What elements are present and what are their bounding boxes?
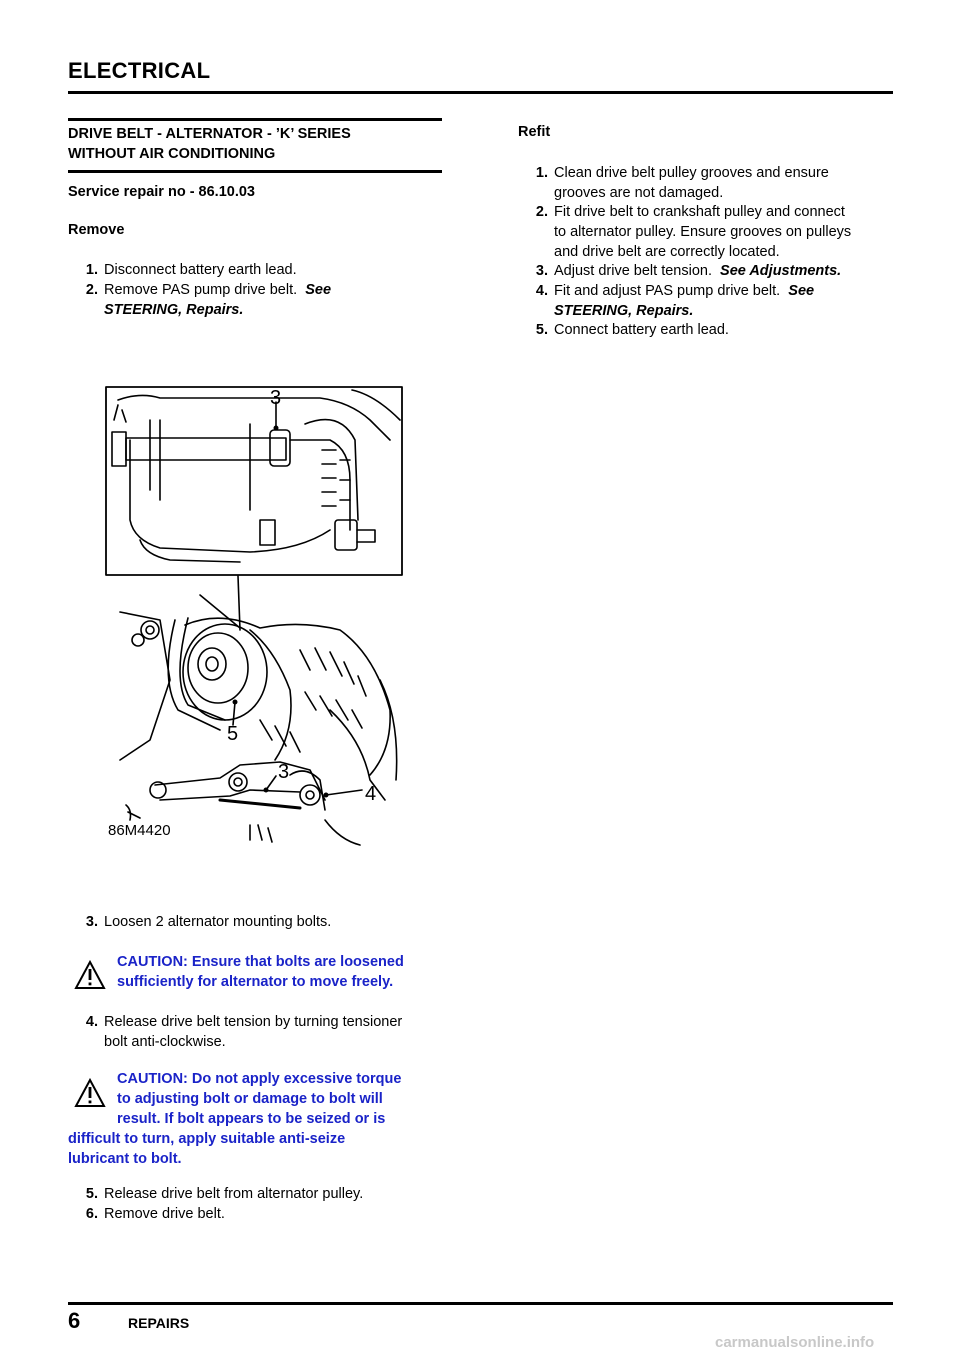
cross-reference[interactable]: See [788, 283, 815, 299]
step-number: 4. [85, 1014, 98, 1030]
remove-heading: Remove [68, 222, 125, 238]
cross-reference[interactable]: See [305, 282, 332, 298]
caution-bolts-loosened [117, 952, 404, 992]
step-number: 5. [85, 1186, 98, 1202]
step-text: Release drive belt from alternator pulley. [104, 1186, 364, 1202]
procedure-title-line2: WITHOUT AIR CONDITIONING [68, 146, 276, 162]
refit-step-1 [518, 163, 898, 203]
refit-step-5 [518, 320, 898, 340]
section-title: ELECTRICAL [68, 58, 211, 83]
cross-reference[interactable]: See Adjustments. [720, 263, 842, 279]
callout-3-main: 3 [278, 761, 290, 783]
step-text: Fit drive belt to crankshaft pulley and connect [554, 204, 845, 220]
step-number: 4. [535, 283, 548, 299]
remove-step-5 [68, 1184, 438, 1204]
refit-heading: Refit [518, 124, 551, 140]
caution-torque-cont [68, 1129, 345, 1169]
step-text-cont: to alternator pulley. Ensure grooves on pulleys [554, 224, 852, 240]
callout-3-inset: 3 [270, 387, 282, 409]
step-number: 5. [535, 322, 548, 338]
refit-step-4 [518, 281, 898, 321]
step-text-cont: grooves are not damaged. [554, 185, 724, 201]
step-text: Clean drive belt pulley grooves and ensure [554, 165, 829, 181]
step-number: 6. [85, 1206, 98, 1222]
remove-step-6 [68, 1204, 438, 1224]
warning-triangle-icon [74, 1078, 106, 1108]
watermark: carmanualsonline.info [715, 1334, 875, 1351]
cross-reference-target[interactable]: STEERING, Repairs. [104, 302, 244, 318]
caution-line: lubricant to bolt. [68, 1151, 182, 1167]
page-number: 6 [68, 1308, 81, 1333]
footer-section-label: REPAIRS [128, 1315, 190, 1331]
step-text: Remove drive belt. [104, 1206, 225, 1222]
caution-line: to adjusting bolt or damage to bolt will [117, 1091, 383, 1107]
header-rule [68, 91, 893, 94]
caution-line: result. If bolt appears to be seized or is [117, 1111, 386, 1127]
alternator-drive-belt-illustration [100, 380, 410, 850]
remove-step-1 [68, 260, 438, 280]
remove-step-3 [68, 912, 438, 932]
procedure-title-line1: DRIVE BELT - ALTERNATOR - ’K’ SERIES [68, 126, 351, 142]
caution-line: sufficiently for alternator to move freely. [117, 974, 394, 990]
title-rule-bottom [68, 170, 442, 173]
figure-code: 86M4420 [108, 822, 171, 839]
cross-reference-target[interactable]: STEERING, Repairs. [554, 303, 694, 319]
procedure-title [68, 124, 351, 164]
step-text: Adjust drive belt tension. [554, 263, 712, 279]
caution-line: CAUTION: Ensure that bolts are loosened [117, 954, 404, 970]
step-text: Remove PAS pump drive belt. [104, 282, 298, 298]
callout-4: 4 [365, 783, 377, 805]
step-text: Loosen 2 alternator mounting bolts. [104, 914, 332, 930]
remove-step-2 [68, 280, 438, 320]
step-number: 1. [85, 262, 98, 278]
service-repair-number: Service repair no - 86.10.03 [68, 184, 255, 200]
step-number: 3. [85, 914, 98, 930]
step-text: Release drive belt tension by turning tensioner [104, 1014, 403, 1030]
step-number: 2. [535, 204, 548, 220]
step-text: Connect battery earth lead. [554, 322, 729, 338]
refit-step-2 [518, 202, 898, 262]
warning-triangle-icon [74, 960, 106, 990]
caution-torque [117, 1069, 401, 1129]
remove-step-4 [68, 1012, 448, 1052]
refit-step-3 [518, 261, 898, 281]
callout-5: 5 [227, 723, 239, 745]
step-number: 2. [85, 282, 98, 298]
step-text: Fit and adjust PAS pump drive belt. [554, 283, 781, 299]
step-text-cont: bolt anti-clockwise. [104, 1034, 226, 1050]
footer-rule [68, 1302, 893, 1305]
step-number: 1. [535, 165, 548, 181]
caution-line: CAUTION: Do not apply excessive torque [117, 1071, 402, 1087]
step-number: 3. [535, 263, 548, 279]
caution-line: difficult to turn, apply suitable anti-seize [68, 1131, 346, 1147]
title-rule-top [68, 118, 442, 121]
step-text: Disconnect battery earth lead. [104, 262, 297, 278]
step-text-cont: and drive belt are correctly located. [554, 244, 780, 260]
